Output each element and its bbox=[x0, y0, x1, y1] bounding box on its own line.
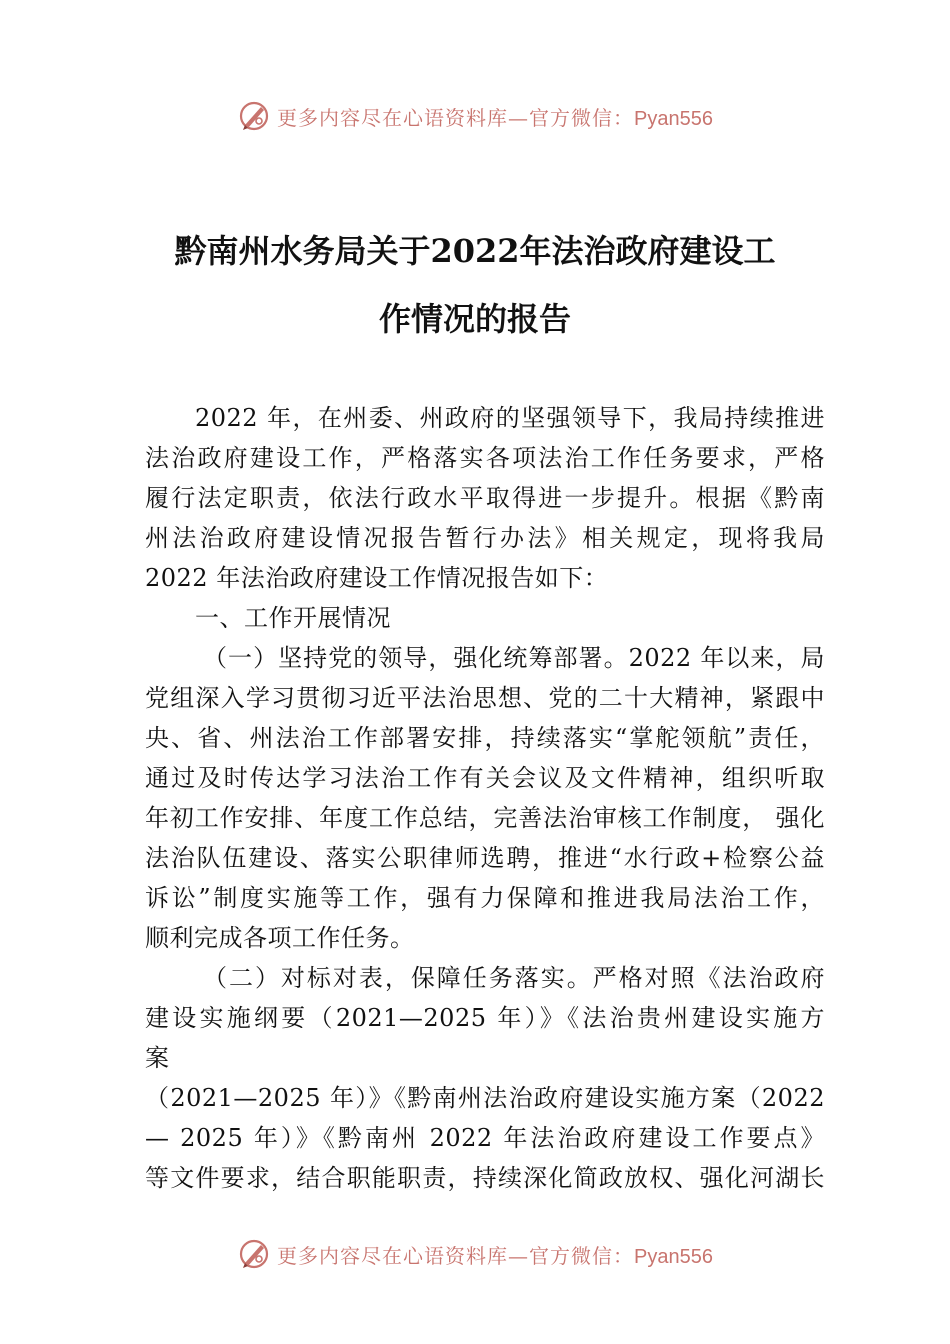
body-line: 顺利完成各项工作任务。 bbox=[145, 924, 415, 952]
page-title-line-2: 作情况的报告 bbox=[378, 300, 571, 338]
wechat-id: Pyan556 bbox=[634, 1245, 713, 1268]
body-line: （一）坚持党的领导，强化统筹部署。2022 年以来，局 bbox=[203, 644, 825, 672]
page-title-line-1: 黔南州水务局关于2022年法治政府建设工 bbox=[174, 232, 776, 270]
watermark-text: 更多内容尽在心语资料库—官方微信：Pyan556 bbox=[277, 1243, 713, 1268]
body-line: 案 bbox=[145, 1044, 170, 1072]
body-line: 等文件要求，结合职能职责，持续深化简政放权、强化河湖长 bbox=[145, 1164, 825, 1192]
body-line: 央、省、州法治工作部署安排，持续落实“掌舵领航”责任， bbox=[145, 724, 825, 752]
body-line: 州法治政府建设情况报告暂行办法》相关规定，现将我局 bbox=[145, 524, 825, 552]
watermark-banner-top bbox=[0, 96, 950, 136]
body-line: 通过及时传达学习法治工作有关会议及文件精神，组织听取 bbox=[145, 764, 825, 792]
pen-logo-icon bbox=[237, 99, 271, 133]
body-line: （2021—2025 年）》《黔南州法治政府建设实施方案（2022 bbox=[145, 1084, 825, 1112]
body-line: 诉讼”制度实施等工作，强有力保障和推进我局法治工作， bbox=[145, 884, 825, 912]
section-heading: 一、工作开展情况 bbox=[195, 604, 391, 632]
body-line: 2022 年，在州委、州政府的坚强领导下，我局持续推进 bbox=[195, 404, 825, 432]
document-body bbox=[145, 398, 825, 1198]
pen-logo-icon bbox=[237, 1237, 271, 1271]
body-line: — 2025 年）》《黔南州 2022 年法治政府建设工作要点》 bbox=[145, 1124, 825, 1152]
body-line: 年初工作安排、年度工作总结，完善法治审核工作制度， 强化 bbox=[145, 804, 825, 832]
body-line: （二）对标对表，保障任务落实。严格对照《法治政府 bbox=[203, 964, 825, 992]
body-line: 法治政府建设工作，严格落实各项法治工作任务要求，严格 bbox=[145, 444, 825, 472]
body-line: 建设实施纲要（2021—2025 年）》《法治贵州建设实施方 bbox=[145, 1004, 825, 1032]
body-line: 党组深入学习贯彻习近平法治思想、党的二十大精神，紧跟中 bbox=[145, 684, 825, 712]
watermark-banner-bottom bbox=[0, 1234, 950, 1274]
body-line: 2022 年法治政府建设工作情况报告如下： bbox=[145, 564, 609, 592]
wechat-id: Pyan556 bbox=[634, 107, 713, 130]
body-line: 法治队伍建设、落实公职律师选聘，推进“水行政+检察公益 bbox=[145, 844, 825, 872]
body-line: 履行法定职责，依法行政水平取得进一步提升。根据《黔南 bbox=[145, 484, 825, 512]
watermark-text: 更多内容尽在心语资料库—官方微信：Pyan556 bbox=[277, 105, 713, 130]
